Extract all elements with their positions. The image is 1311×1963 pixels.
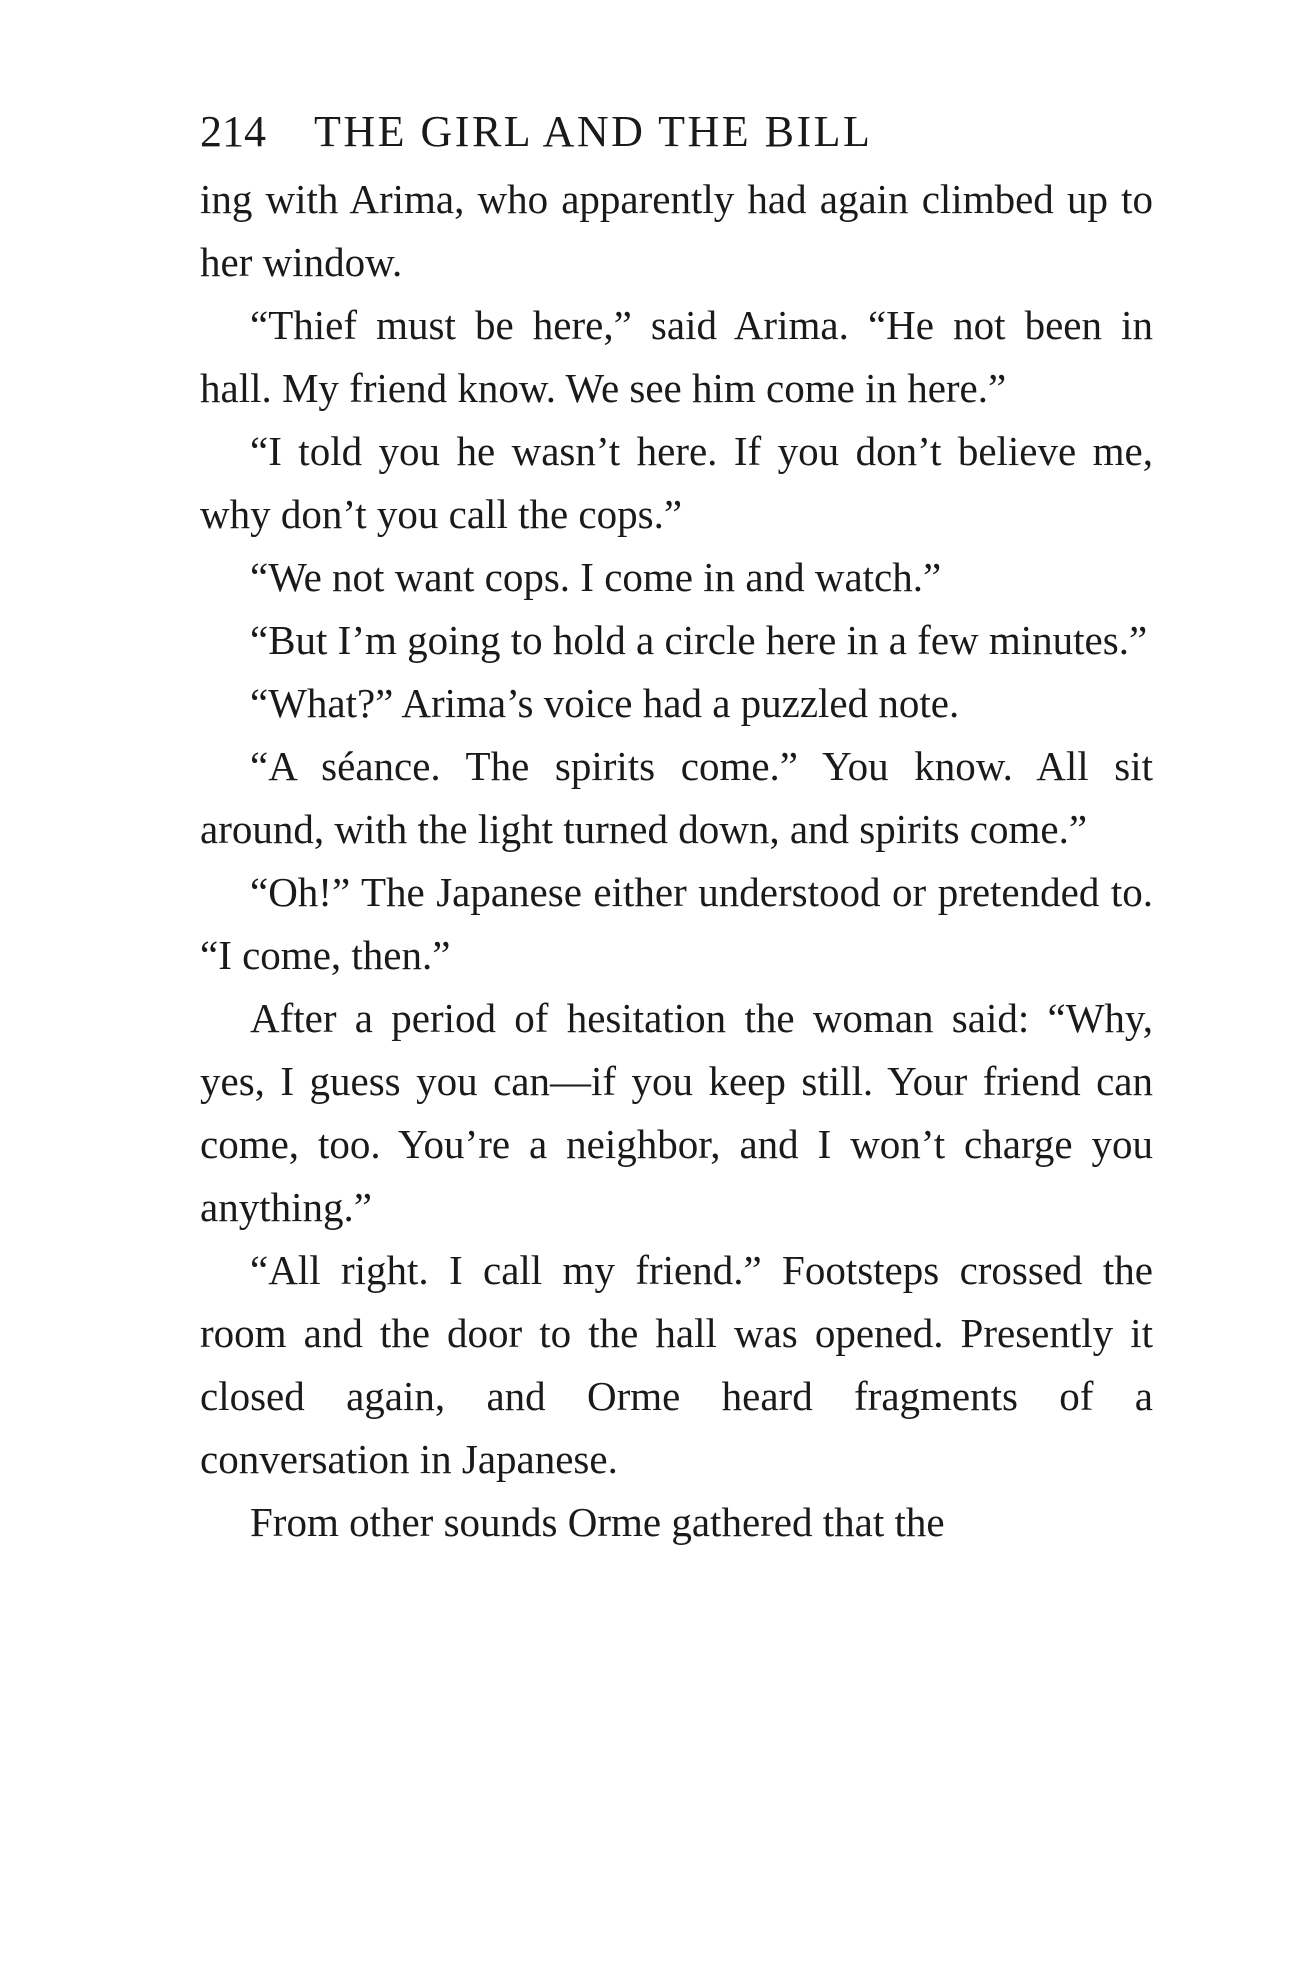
running-title: THE GIRL AND THE BILL [314, 107, 873, 156]
paragraph: “But I’m going to hold a circle here in a few minutes.” [250, 617, 1148, 663]
paragraph: ing with Arima, who apparently had again climbed up to her window. [200, 176, 1153, 285]
paragraph: After a period of hesitation the woman said: “Why, yes, I guess you can—if you keep still. Your friend can come, too. You’re a neighbor, and I won’t charge you anything.” [200, 995, 1153, 1230]
body-text [200, 168, 1153, 1554]
running-head [200, 102, 1130, 162]
paragraph: “A séance. The spirits come.” You know. All sit around, with the light turned down, and spirits come.” [200, 743, 1153, 852]
paragraph: “I told you he wasn’t here. If you don’t believe me, why don’t you call the cops.” [200, 428, 1153, 537]
paragraph: “Thief must be here,” said Arima. “He not been in hall. My friend know. We see him come in here.” [200, 302, 1153, 411]
paragraph: “What?” Arima’s voice had a puzzled note. [250, 680, 960, 726]
paragraph: From other sounds Orme gathered that the [250, 1499, 945, 1545]
page-number: 214 [200, 107, 266, 156]
paragraph: “We not want cops. I come in and watch.” [250, 554, 942, 600]
paragraph: “All right. I call my friend.” Footsteps crossed the room and the door to the hall was opened. Presently it closed again, and Orme heard fragments of a conversation in Japanese. [200, 1247, 1153, 1482]
paragraph: “Oh!” The Japanese either understood or pretended to. “I come, then.” [200, 869, 1153, 978]
